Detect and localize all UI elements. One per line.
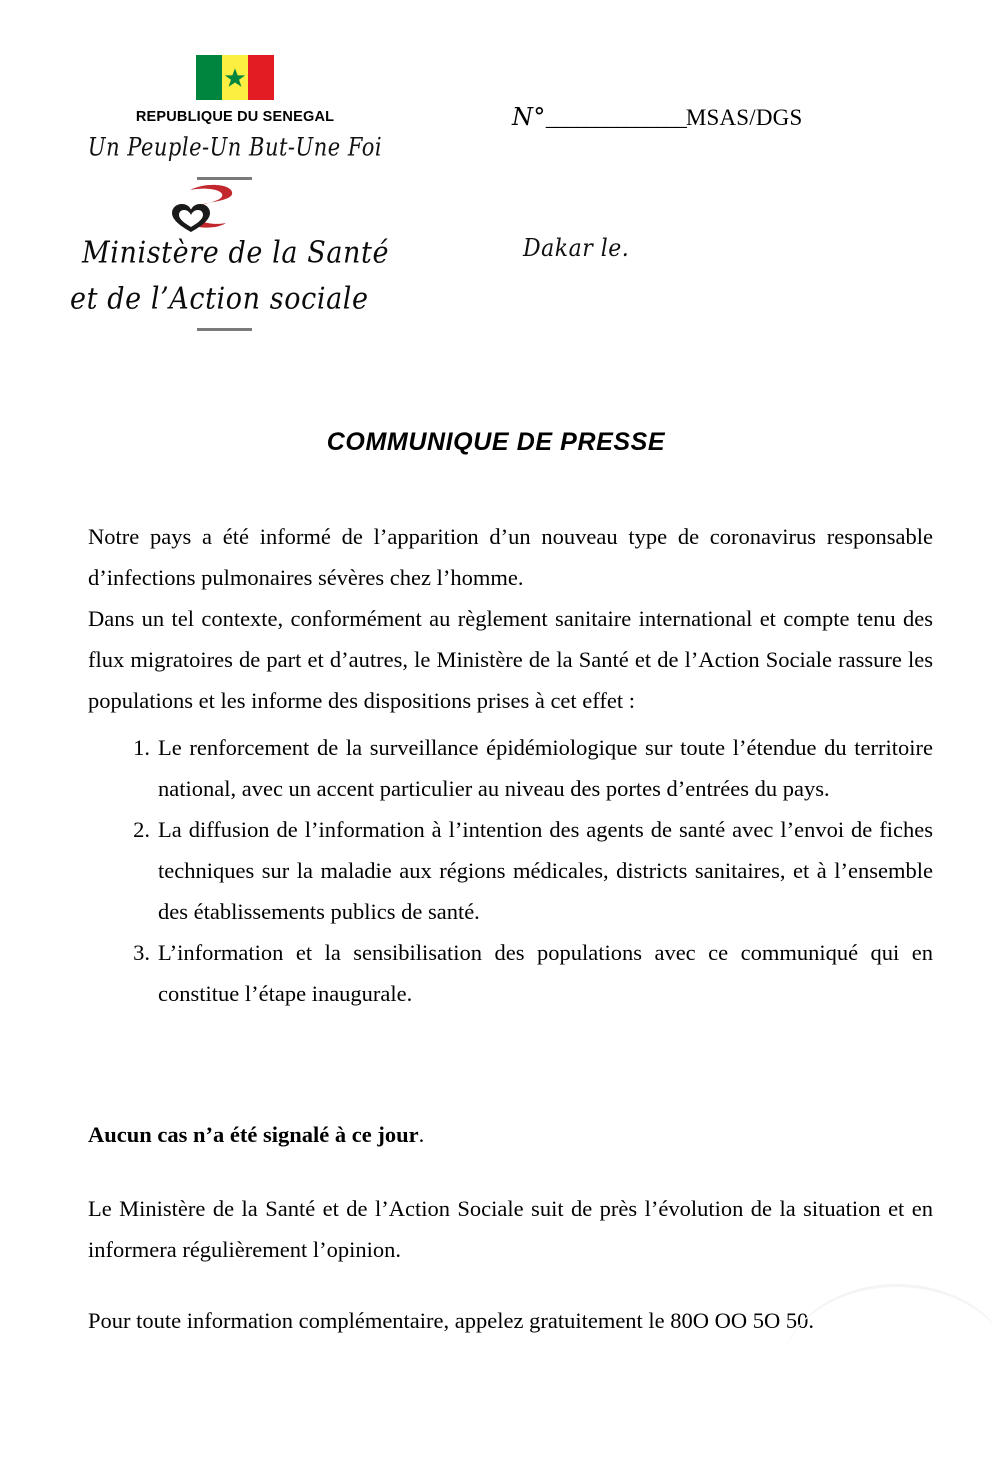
- closing-paragraphs: [88, 1188, 933, 1341]
- divider-bottom: [197, 328, 252, 331]
- list-item-text: La diffusion de l’information à l’intention des agents de santé avec l’envoi de fiches techniques sur la maladie aux régions médicales, districts sanitaires, et à l’ensemble des établissements publics de santé.: [158, 817, 933, 924]
- senegal-flag-icon: [196, 55, 274, 100]
- list-item-number: 2.: [133, 817, 150, 842]
- flag-band-red: [248, 55, 274, 100]
- paragraph-hotline: Pour toute information complémentaire, appelez gratuitement le 80O OO 5O 50.: [88, 1308, 815, 1333]
- ministry-name: [70, 228, 430, 320]
- ministry-name-line2: et de l’Action sociale: [70, 281, 369, 317]
- reference-blank[interactable]: ______________: [545, 105, 686, 130]
- list-item-number: 1.: [133, 735, 150, 760]
- ministry-serpent-heart-logo-icon: [160, 182, 252, 234]
- document-body: [88, 516, 933, 1014]
- list-item: [133, 932, 933, 1014]
- flag-band-green: [196, 55, 222, 100]
- measures-list: [88, 727, 933, 1014]
- flag-band-yellow: [222, 55, 248, 100]
- list-item: [133, 727, 933, 809]
- national-crest-block: [60, 55, 410, 162]
- republic-label: REPUBLIQUE DU SENEGAL: [135, 109, 335, 125]
- no-case-statement: [88, 1114, 424, 1155]
- document-title: COMMUNIQUE DE PRESSE: [326, 428, 666, 456]
- reference-prefix: N°: [512, 103, 546, 131]
- list-item-text: Le renforcement de la surveillance épidémiologique sur toute l’étendue du territoire national, avec un accent particulier au niveau des portes d’entrées du pays.: [158, 735, 933, 801]
- paragraph-context: Dans un tel contexte, conformément au règlement sanitaire international et compte tenu des flux migratoires de part et d’autres, le Ministère de la Santé et de l’Action Sociale rassure les populations et les informe des dispositions prises à cet effet :: [88, 606, 933, 713]
- place-date-line[interactable]: Dakar le.: [523, 235, 630, 263]
- letterhead: [0, 0, 992, 360]
- paragraph-monitoring: Le Ministère de la Santé et de l’Action Sociale suit de près l’évolution de la situation et en informera régulièrement l’opinion.: [88, 1196, 933, 1262]
- reference-number-line: [512, 103, 802, 131]
- paragraph-intro: Notre pays a été informé de l’apparition d’un nouveau type de coronavirus responsable d’infections pulmonaires sévères chez l’homme.: [88, 524, 933, 590]
- no-case-statement-bold: Aucun cas n’a été signalé à ce jour: [88, 1122, 419, 1147]
- list-item-text: L’information et la sensibilisation des populations avec ce communiqué qui en constitue l’étape inaugurale.: [158, 940, 933, 1006]
- national-motto: Un Peuple-Un But-Une Foi: [87, 133, 383, 162]
- list-item: [133, 809, 933, 932]
- ministry-name-line1: Ministère de la Santé: [82, 235, 390, 271]
- list-item-number: 3.: [133, 940, 150, 965]
- no-case-statement-period: .: [418, 1122, 425, 1147]
- divider-top: [197, 177, 252, 180]
- reference-department: MSAS/DGS: [685, 105, 803, 130]
